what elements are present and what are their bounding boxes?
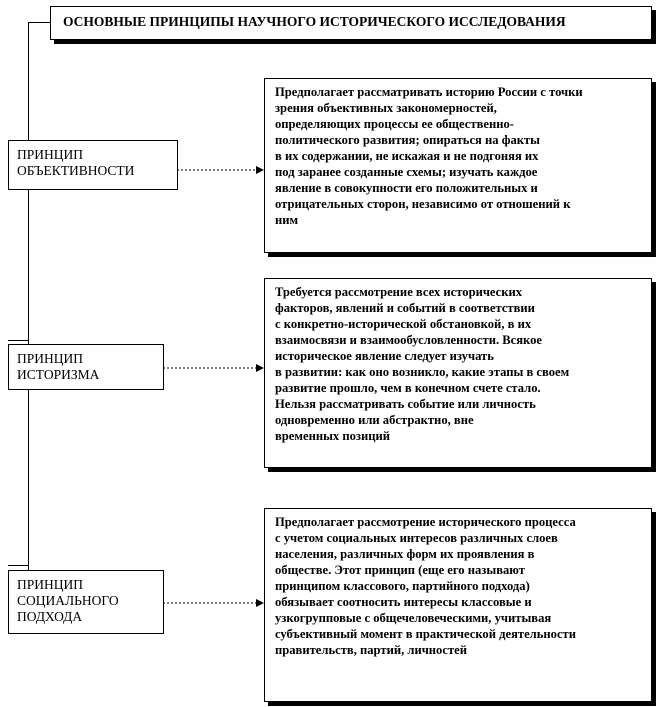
description-objectivity: Предполагает рассматривать историю России с точки зрения объективных закономерностей, определяющих процессы ее общественно- политического развития; опираться на факты в их содержании, не искажая и не подгоняя их под заранее созданные схемы; изучать каждое явление в совокупности его положительных и отрицательных сторон, независимо от отношений к ним: [264, 78, 652, 253]
arrow-historicism: [163, 364, 264, 372]
description-social: Предполагает рассмотрение исторического процесса с учетом социальных интересов различных слоев населения, различных форм их проявления в обществе. Этот принцип (еще его называют принципом классового, партийного подхода) обязывает соотносить интересы классовые и узкогрупповые с общечеловеческими, учитывая субъективный момент в практической деятельности правительств, партий, личностей: [264, 508, 652, 702]
principle-objectivity: ПРИНЦИП ОБЪЕКТИВНОСТИ: [8, 140, 178, 190]
arrow-social: [163, 599, 264, 607]
principle-historicism: ПРИНЦИП ИСТОРИЗМА: [8, 344, 164, 390]
description-historicism: Требуется рассмотрение всех исторических факторов, явлений и событий в соответствии с конкретно-исторической обстановкой, в их взаимосвязи и взаимообусловленности. Всякое историческое явление следует изучать в развитии: как оно возникло, какие этапы в своем развитие прошло, чем в конечном счете стало. Нельзя рассматривать событие или личность одновременно или абстрактно, вне временных позиций: [264, 278, 652, 468]
diagram-title: ОСНОВНЫЕ ПРИНЦИПЫ НАУЧНОГО ИСТОРИЧЕСКОГО ИССЛЕДОВАНИЯ: [50, 6, 652, 40]
principle-social: ПРИНЦИП СОЦИАЛЬНОГО ПОДХОДА: [8, 570, 164, 634]
arrow-objectivity: [177, 166, 264, 174]
